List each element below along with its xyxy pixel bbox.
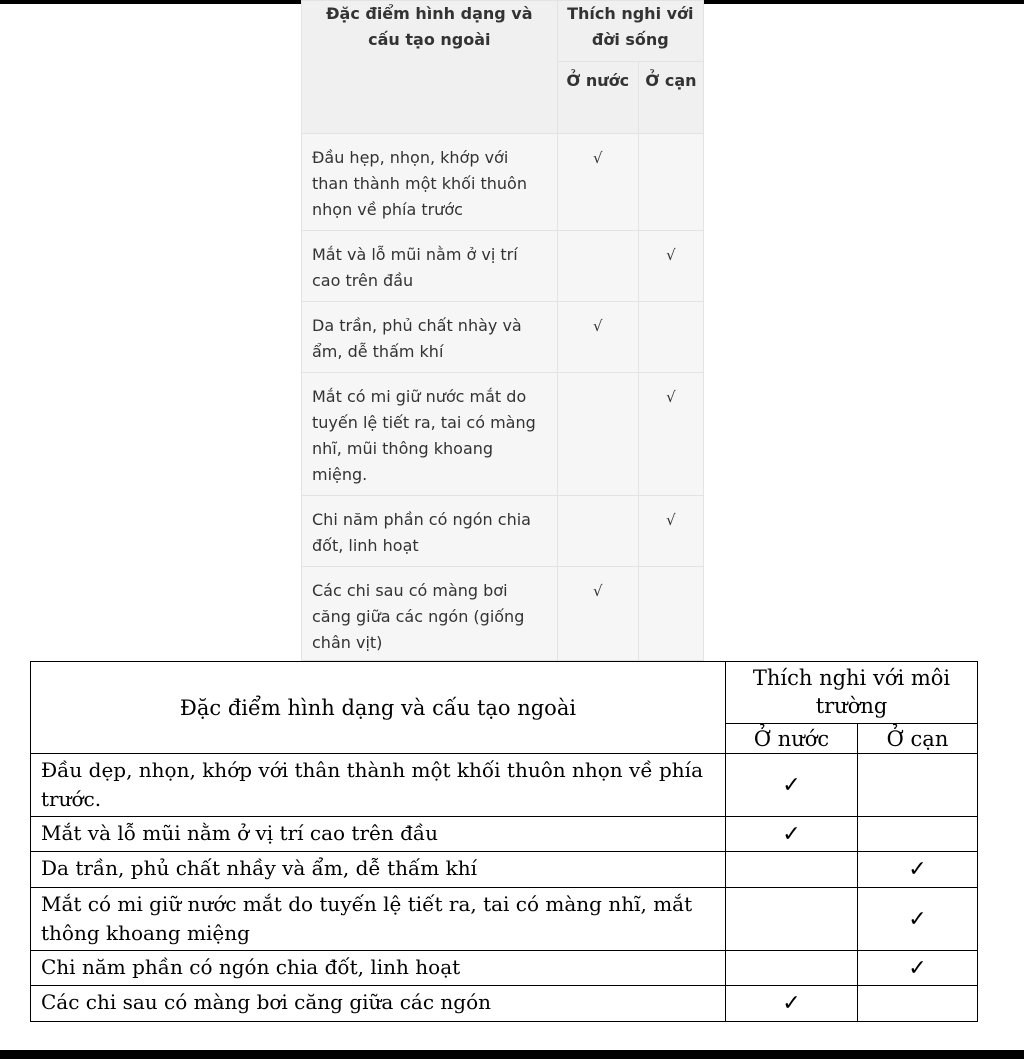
header-water: Ở nước bbox=[726, 724, 858, 754]
water-check bbox=[726, 852, 858, 888]
feature-cell: Da trần, phủ chất nhày và ẩm, dễ thấm khí bbox=[302, 302, 558, 373]
water-check: √ bbox=[557, 567, 638, 661]
table-row bbox=[31, 888, 978, 951]
land-check: √ bbox=[638, 496, 703, 567]
water-check bbox=[557, 373, 638, 496]
feature-cell: Mắt và lỗ mũi nằm ở vị trí cao trên đầu bbox=[302, 231, 558, 302]
water-check: √ bbox=[557, 134, 638, 231]
land-check: √ bbox=[638, 373, 703, 496]
web-adaptation-table bbox=[301, 0, 704, 661]
header-land: Ở cạn bbox=[638, 62, 703, 134]
table-row bbox=[302, 567, 704, 661]
water-check bbox=[557, 231, 638, 302]
feature-cell: Đầu dẹp, nhọn, khớp với thân thành một khối thuôn nhọn về phía trước. bbox=[31, 754, 726, 817]
water-check bbox=[557, 496, 638, 567]
land-check: ✓ bbox=[858, 888, 978, 951]
water-check bbox=[726, 888, 858, 951]
feature-cell: Các chi sau có màng bơi căng giữa các ngón (giống chân vịt) bbox=[302, 567, 558, 661]
land-check bbox=[638, 302, 703, 373]
land-check: √ bbox=[638, 231, 703, 302]
word-adaptation-table bbox=[30, 661, 978, 1022]
land-check bbox=[858, 986, 978, 1022]
feature-cell: Mắt có mi giữ nước mắt do tuyến lệ tiết ra, tai có màng nhĩ, mũi thông khoang miệng. bbox=[302, 373, 558, 496]
feature-cell: Da trần, phủ chất nhầy và ẩm, dễ thấm khí bbox=[31, 852, 726, 888]
table-row bbox=[302, 496, 704, 567]
feature-cell: Mắt và lỗ mũi nằm ở vị trí cao trên đầu bbox=[31, 817, 726, 852]
header-water: Ở nước bbox=[557, 62, 638, 134]
water-check: ✓ bbox=[726, 754, 858, 817]
header-feature: Đặc điểm hình dạng và cấu tạo ngoài bbox=[302, 1, 558, 134]
water-check: ✓ bbox=[726, 986, 858, 1022]
table-row bbox=[31, 986, 978, 1022]
land-check bbox=[858, 754, 978, 817]
header-adapt: Thích nghi với đời sống bbox=[557, 1, 703, 62]
land-check bbox=[638, 567, 703, 661]
feature-cell: Đầu hẹp, nhọn, khớp với than thành một khối thuôn nhọn về phía trước bbox=[302, 134, 558, 231]
header-adapt: Thích nghi với môi trường bbox=[726, 662, 978, 724]
table-row bbox=[302, 302, 704, 373]
table-row bbox=[302, 373, 704, 496]
feature-cell: Mắt có mi giữ nước mắt do tuyến lệ tiết ra, tai có màng nhĩ, mắt thông khoang miệng bbox=[31, 888, 726, 951]
table-row bbox=[31, 817, 978, 852]
table-row bbox=[31, 754, 978, 817]
water-check: ✓ bbox=[726, 817, 858, 852]
feature-cell: Các chi sau có màng bơi căng giữa các ngón bbox=[31, 986, 726, 1022]
land-check bbox=[638, 134, 703, 231]
bottom-border bbox=[0, 1050, 1024, 1059]
header-land: Ở cạn bbox=[858, 724, 978, 754]
header-feature: Đặc điểm hình dạng và cấu tạo ngoài bbox=[31, 662, 726, 754]
table-row bbox=[31, 951, 978, 986]
land-check: ✓ bbox=[858, 852, 978, 888]
feature-cell: Chi năm phần có ngón chia đốt, linh hoạt bbox=[31, 951, 726, 986]
table-row bbox=[302, 134, 704, 231]
table-row bbox=[31, 852, 978, 888]
feature-cell: Chi năm phần có ngón chia đốt, linh hoạt bbox=[302, 496, 558, 567]
land-check: ✓ bbox=[858, 951, 978, 986]
land-check bbox=[858, 817, 978, 852]
water-check bbox=[726, 951, 858, 986]
table-row bbox=[302, 231, 704, 302]
water-check: √ bbox=[557, 302, 638, 373]
